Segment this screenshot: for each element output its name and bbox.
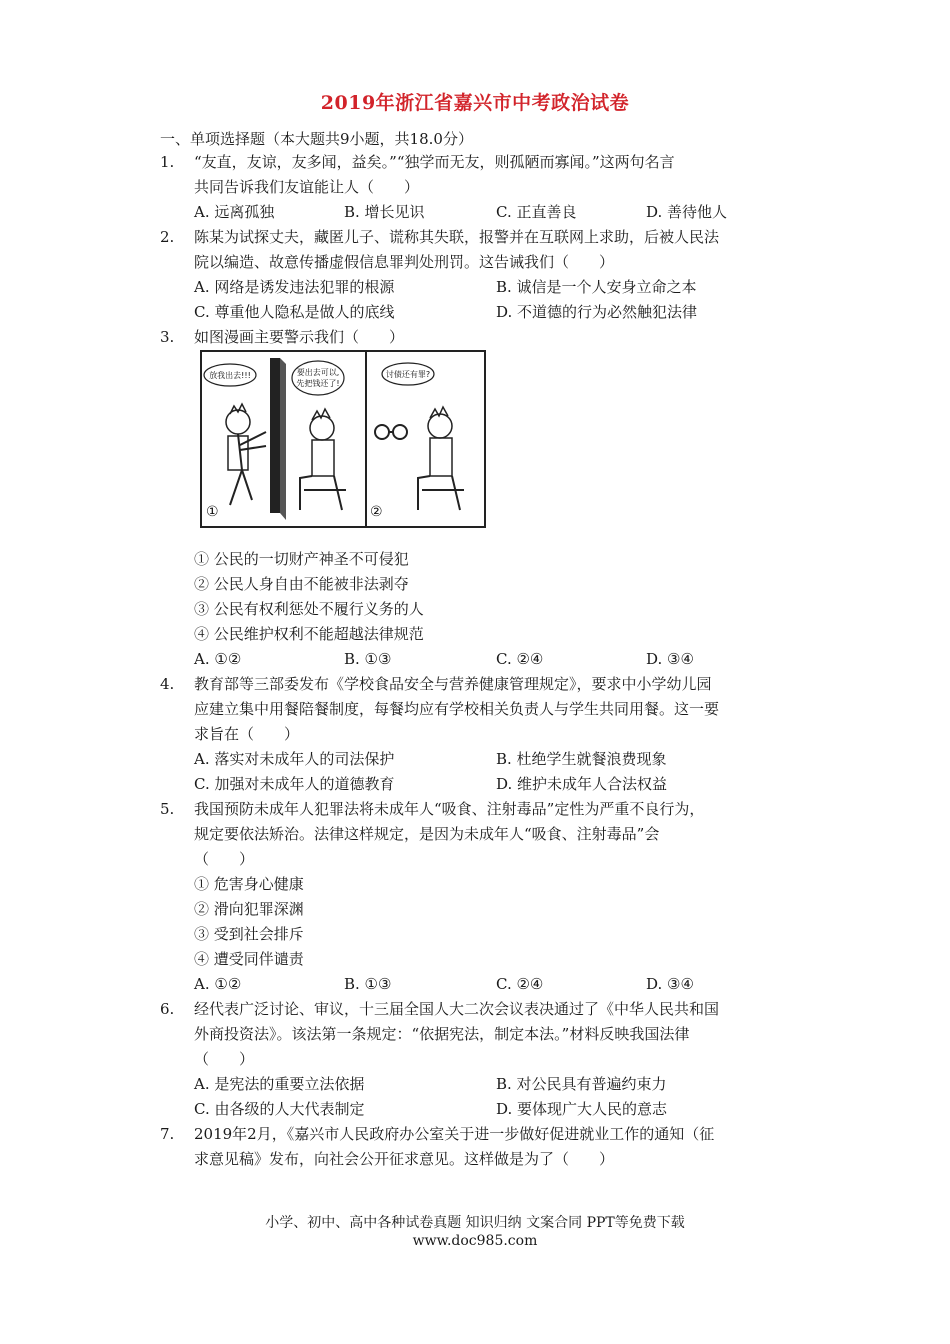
option-c[interactable]: C. ②④ xyxy=(496,650,544,668)
question-text: 规定要依法矫治。法律这样规定，是因为未成年人“吸食、注射毒品”会 xyxy=(194,825,660,843)
option-d[interactable]: D. 维护未成年人合法权益 xyxy=(496,775,668,793)
bubble-text-1: 放我出去!!! xyxy=(209,371,251,380)
question-text: 应建立集中用餐陪餐制度，每餐均应有学校相关负责人与学生共同用餐。这一要 xyxy=(194,700,720,718)
panel-label-2: ② xyxy=(370,504,383,520)
option-a[interactable]: A. 网络是诱发违法犯罪的根源 xyxy=(194,278,395,296)
footer-url[interactable]: www.doc985.com xyxy=(412,1233,538,1249)
question-text: 求旨在（ ） xyxy=(194,725,300,743)
option-d[interactable]: D. 不道德的行为必然触犯法律 xyxy=(496,303,698,321)
question-text: 教育部等三部委发布《学校食品安全与营养健康管理规定》，要求中小学幼儿园 xyxy=(194,675,712,693)
option-b[interactable]: B. 杜绝学生就餐浪费现象 xyxy=(496,750,667,768)
bubble-text-2b: 先把钱还了! xyxy=(296,379,340,388)
question-number: 4. xyxy=(160,675,175,693)
question-4 xyxy=(160,672,800,747)
comic-illustration xyxy=(200,350,486,528)
question-number: 7. xyxy=(160,1125,175,1143)
question-text: 外商投资法》。该法第一条规定：“依据宪法，制定本法。”材料反映我国法律 xyxy=(194,1025,690,1043)
option-b[interactable]: B. 诚信是一个人安身立命之本 xyxy=(496,278,697,296)
page-title: 2019年浙江省嘉兴市中考政治试卷 xyxy=(320,92,630,114)
option-b[interactable]: B. ①③ xyxy=(344,650,392,668)
option-d[interactable]: D. ③④ xyxy=(646,975,694,993)
question-text: “友直，友谅，友多闻，益矣。”“独学而无友，则孤陋而寡闻。”这两句名言 xyxy=(194,153,675,171)
statement-item: ② 公民人身自由不能被非法剥夺 xyxy=(194,575,409,593)
statements-q5 xyxy=(194,872,304,972)
question-5 xyxy=(160,797,800,872)
question-2 xyxy=(160,225,800,275)
option-b[interactable]: B. 对公民具有普遍约束力 xyxy=(496,1075,667,1093)
question-text: （ ） xyxy=(194,850,255,868)
option-d[interactable]: D. 要体现广大人民的意志 xyxy=(496,1100,668,1118)
option-b[interactable]: B. ①③ xyxy=(344,975,392,993)
question-text: （ ） xyxy=(194,1050,255,1068)
question-text: 院以编造、故意传播虚假信息罪判处刑罚。这告诫我们（ ） xyxy=(194,253,615,271)
option-a[interactable]: A. 远离孤独 xyxy=(194,203,275,221)
question-1 xyxy=(160,150,800,200)
question-number: 6. xyxy=(160,1000,175,1018)
statement-item: ④ 公民维护权利不能超越法律规范 xyxy=(194,625,424,643)
bubble-text-2a: 要出去可以, xyxy=(296,368,340,377)
option-c[interactable]: C. ②④ xyxy=(496,975,544,993)
statement-item: ① 公民的一切财产神圣不可侵犯 xyxy=(194,550,409,568)
panel-label-1: ① xyxy=(206,504,219,520)
question-text: 经代表广泛讨论、审议，十三届全国人大二次会议表决通过了《中华人民共和国 xyxy=(194,1000,720,1018)
question-number: 3. xyxy=(160,328,175,346)
statement-item: ② 滑向犯罪深渊 xyxy=(194,900,304,918)
bubble-text-3: 讨债还有罪? xyxy=(385,370,431,379)
section-heading: 一、单项选择题（本大题共9小题，共18.0分） xyxy=(160,130,473,148)
statement-item: ① 危害身心健康 xyxy=(194,875,304,893)
question-text: 陈某为试探丈夫，藏匿儿子、谎称其失联，报警并在互联网上求助，后被人民法 xyxy=(194,228,720,246)
option-c[interactable]: C. 由各级的人大代表制定 xyxy=(194,1100,365,1118)
option-a[interactable]: A. ①② xyxy=(194,650,242,668)
option-c[interactable]: C. 加强对未成年人的道德教育 xyxy=(194,775,395,793)
option-a[interactable]: A. ①② xyxy=(194,975,242,993)
question-3 xyxy=(160,325,800,350)
option-b[interactable]: B. 增长见识 xyxy=(344,203,425,221)
question-number: 2. xyxy=(160,228,175,246)
question-text: 我国预防未成年人犯罪法将未成年人“吸食、注射毒品”定性为严重不良行为， xyxy=(194,800,705,818)
option-d[interactable]: D. 善待他人 xyxy=(646,203,728,221)
question-text: 如图漫画主要警示我们（ ） xyxy=(194,328,405,346)
option-c[interactable]: C. 正直善良 xyxy=(496,203,577,221)
question-text: 求意见稿》发布，向社会公开征求意见。这样做是为了（ ） xyxy=(194,1150,615,1168)
option-c[interactable]: C. 尊重他人隐私是做人的底线 xyxy=(194,303,395,321)
footer-promo: 小学、初中、高中各种试卷真题 知识归纳 文案合同 PPT等免费下载 xyxy=(265,1215,685,1231)
option-d[interactable]: D. ③④ xyxy=(646,650,694,668)
question-text: 共同告诉我们友谊能让人（ ） xyxy=(194,178,420,196)
option-a[interactable]: A. 是宪法的重要立法依据 xyxy=(194,1075,365,1093)
question-7 xyxy=(160,1122,800,1172)
statements-q3 xyxy=(194,547,424,647)
question-number: 1. xyxy=(160,153,175,171)
option-a[interactable]: A. 落实对未成年人的司法保护 xyxy=(194,750,395,768)
statement-item: ④ 遭受同伴谴责 xyxy=(194,950,304,968)
question-text: 2019年2月，《嘉兴市人民政府办公室关于进一步做好促进就业工作的通知（征 xyxy=(194,1125,715,1143)
question-6 xyxy=(160,997,800,1072)
statement-item: ③ 公民有权利惩处不履行义务的人 xyxy=(194,600,424,618)
question-number: 5. xyxy=(160,800,175,818)
statement-item: ③ 受到社会排斥 xyxy=(194,925,304,943)
